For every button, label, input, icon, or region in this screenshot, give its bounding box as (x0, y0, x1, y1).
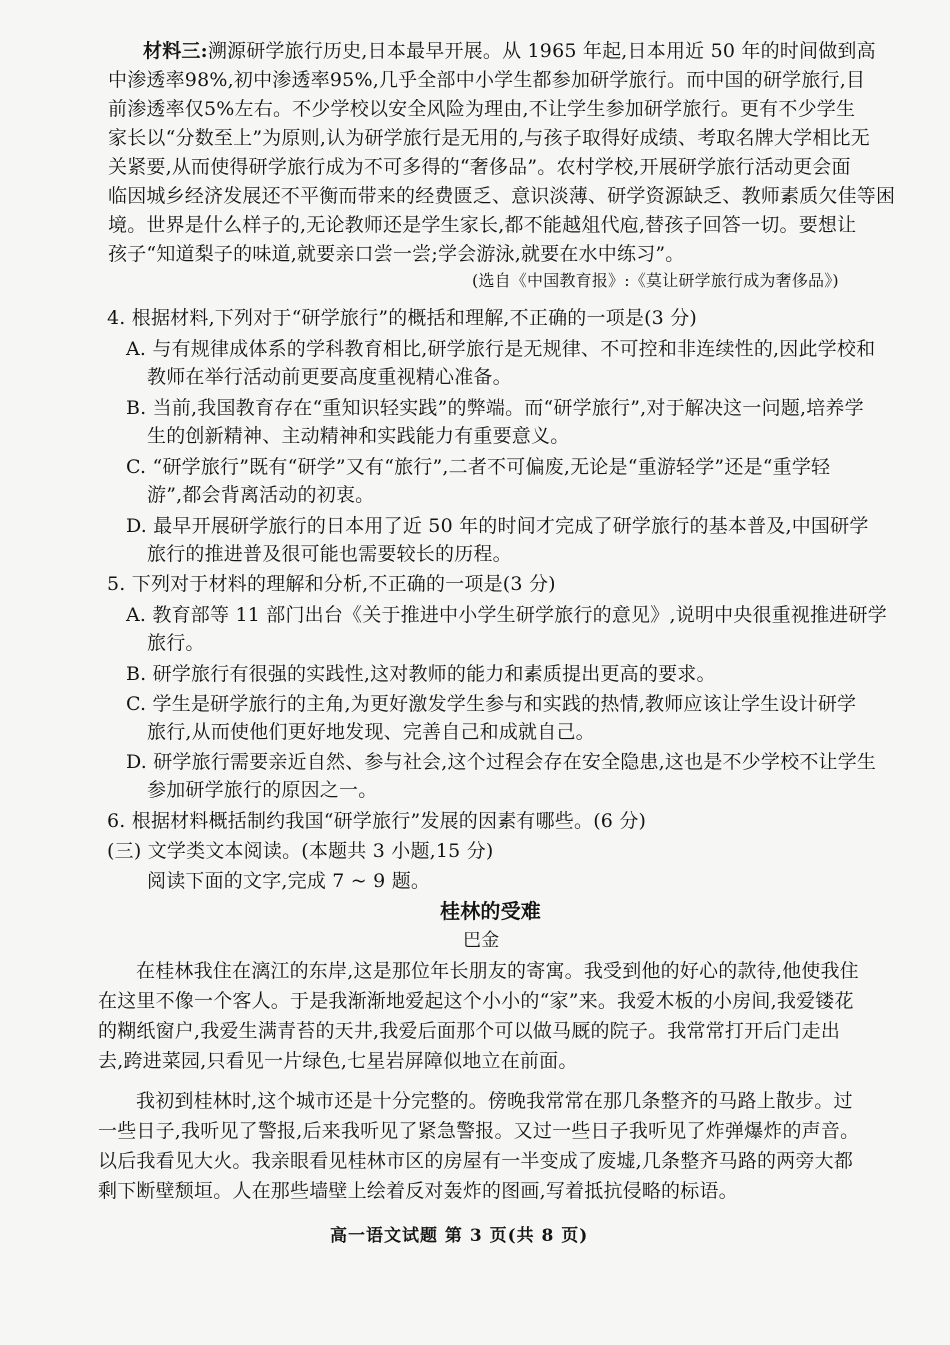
material-line: 临因城乡经济发展还不平衡而带来的经费匮乏、意识淡薄、研学资源缺乏、教师素质欠佳等困 (108, 185, 896, 207)
option-d-cont: 旅行的推进普及很可能也需要较长的历程。 (147, 543, 512, 565)
material-source: (选自《中国教育报》:《莫让研学旅行成为奢侈品》) (472, 271, 839, 290)
option-b: B. 研学旅行有很强的实践性,这对教师的能力和素质提出更高的要求。 (126, 663, 716, 685)
paragraph-line: 去,跨进菜园,只看见一片绿色,七星岩屏障似地立在前面。 (98, 1050, 578, 1072)
material-label: 材料三: (143, 40, 208, 62)
material-line: 家长以“分数至上”为原则,认为研学旅行是无用的,与孩子取得好成绩、考取名牌大学相比无 (108, 127, 870, 149)
option-a: A. 与有规律成体系的学科教育相比,研学旅行是无规律、不可控和非连续性的,因此学校和 (126, 338, 876, 360)
story-title: 桂林的受难 (440, 899, 541, 923)
section-heading: (三) 文学类文本阅读。(本题共 3 小题,15 分) (107, 840, 494, 862)
option-a-cont: 教师在举行活动前更要高度重视精心准备。 (147, 366, 512, 388)
paragraph-line: 的糊纸窗户,我爱生满青苔的天井,我爱后面那个可以做马厩的院子。我常常打开后门走出 (98, 1020, 841, 1042)
option-b-cont: 生的创新精神、主动精神和实践能力有重要意义。 (147, 425, 570, 447)
material-line: 境。世界是什么样子的,无论教师还是学生家长,都不能越俎代庖,替孩子回答一切。要想让 (108, 214, 857, 236)
paragraph-line: 一些日子,我听见了警报,后来我听见了紧急警报。又过一些日子我听见了炸弹爆炸的声音。 (98, 1120, 860, 1142)
paragraph-line: 在这里不像一个客人。于是我渐渐地爱起这个小小的“家”来。我爱木板的小房间,我爱镂花 (98, 990, 854, 1012)
option-d: D. 研学旅行需要亲近自然、参与社会,这个过程会存在安全隐患,这也是不少学校不让学生 (126, 751, 877, 773)
paragraph-line: 我初到桂林时,这个城市还是十分完整的。傍晚我常常在那几条整齐的马路上散步。过 (136, 1090, 853, 1112)
paragraph-line: 在桂林我住在漓江的东岸,这是那位年长朋友的寄寓。我受到他的好心的款待,他使我住 (136, 960, 859, 982)
page-footer: 高一语文试题 第 3 页(共 8 页) (330, 1226, 589, 1246)
option-c: C. 学生是研学旅行的主角,为更好激发学生参与和实践的热情,教师应该让学生设计研学 (126, 693, 857, 715)
option-b: B. 当前,我国教育存在“重知识轻实践”的弊端。而“研学旅行”,对于解决这一问题,培养学 (126, 397, 864, 419)
material-line: 中渗透率98%,初中渗透率95%,几乎全部中小学生都参加研学旅行。而中国的研学旅行,目 (108, 69, 866, 91)
option-d: D. 最早开展研学旅行的日本用了近 50 年的时间才完成了研学旅行的基本普及,中国研学 (126, 515, 869, 537)
option-c: C. “研学旅行”既有“研学”又有“旅行”,二者不可偏废,无论是“重游轻学”还是“重学轻 (126, 456, 831, 478)
option-a-cont: 旅行。 (147, 632, 205, 654)
paragraph-line: 以后我看见大火。我亲眼看见桂林市区的房屋有一半变成了废墟,几条整齐马路的两旁大都 (98, 1150, 854, 1172)
material-line: 材料三:溯源研学旅行历史,日本最早开展。从 1965 年起,日本用近 50 年的时间做到高 (143, 40, 876, 62)
material-line: 关紧要,从而使得研学旅行成为不可多得的“奢侈品”。农村学校,开展研学旅行活动更会面 (108, 156, 851, 178)
question-stem: 5. 下列对于材料的理解和分析,不正确的一项是(3 分) (107, 573, 556, 595)
option-c-cont: 旅行,从而使他们更好地发现、完善自己和成就自己。 (147, 721, 595, 743)
paragraph-line: 剩下断壁颓垣。人在那些墙壁上绘着反对轰炸的图画,写着抵抗侵略的标语。 (98, 1180, 738, 1202)
material-line: 孩子“知道梨子的味道,就要亲口尝一尝;学会游泳,就要在水中练习”。 (108, 243, 685, 265)
option-c-cont: 游”,都会背离活动的初衷。 (147, 484, 375, 506)
option-d-cont: 参加研学旅行的原因之一。 (147, 779, 378, 801)
option-a: A. 教育部等 11 部门出台《关于推进中小学生研学旅行的意见》,说明中央很重视推进研学 (126, 604, 887, 626)
section-instruction: 阅读下面的文字,完成 7 ~ 9 题。 (147, 870, 431, 892)
question-stem: 4. 根据材料,下列对于“研学旅行”的概括和理解,不正确的一项是(3 分) (107, 307, 698, 329)
question-6: 6. 根据材料概括制约我国“研学旅行”发展的因素有哪些。(6 分) (107, 810, 647, 832)
story-author: 巴金 (463, 930, 500, 951)
material-line: 前渗透率仅5%左右。不少学校以安全风险为理由,不让学生参加研学旅行。更有不少学生 (108, 98, 856, 120)
